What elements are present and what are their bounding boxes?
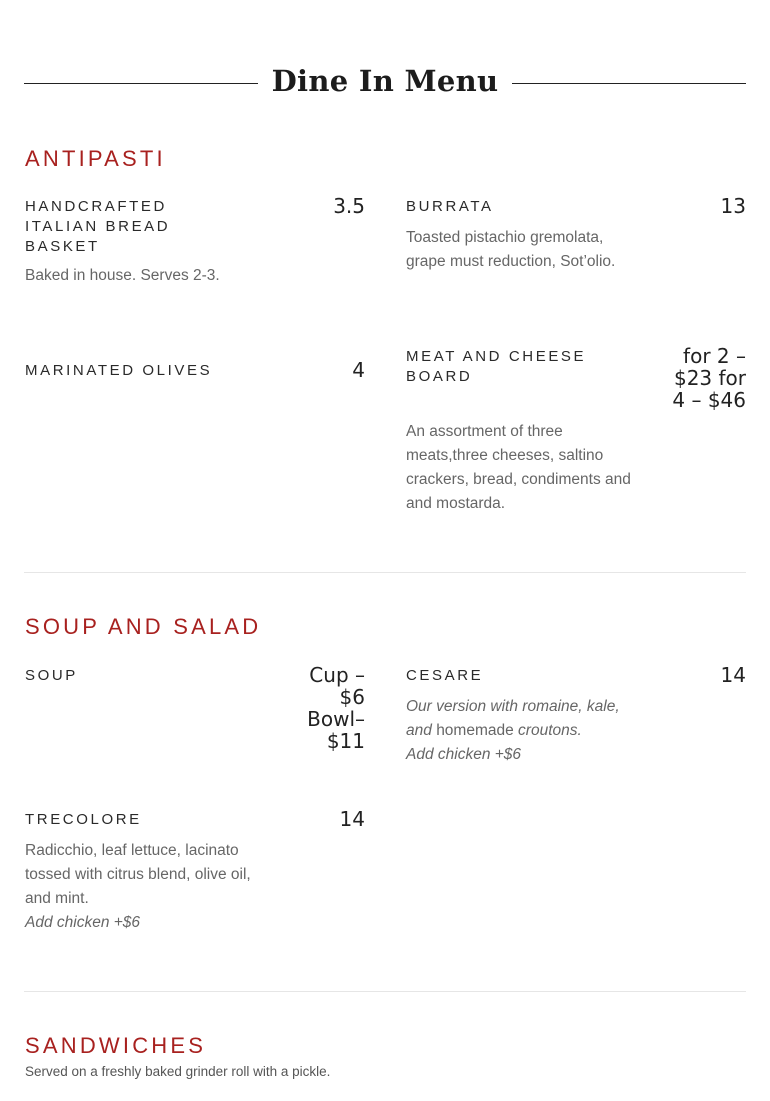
- item-price: 14: [720, 663, 746, 687]
- item-price: for 2 – $23 for 4 – $46: [672, 344, 746, 412]
- item-name: SOUP: [25, 667, 78, 684]
- item-name: CESARE: [406, 667, 484, 684]
- item-name: TRECOLORE: [25, 811, 142, 828]
- section-divider: [24, 572, 746, 573]
- item-description: [25, 839, 275, 935]
- page-title: Dine In Menu: [271, 64, 499, 98]
- section-subheading: Served on a freshly baked grinder roll with a pickle.: [25, 1064, 331, 1079]
- desc-italic-part: croutons.: [518, 722, 582, 739]
- item-name: MARINATED OLIVES: [25, 362, 213, 379]
- desc-text: Radicchio, leaf lettuce, lacinato tossed with citrus blend, olive oil, and mint.: [25, 842, 251, 907]
- item-price: Cup – $6 Bowl– $11: [307, 663, 365, 753]
- item-price: 13: [720, 194, 746, 218]
- section-heading-sandwiches: SANDWICHES: [25, 1033, 207, 1058]
- menu-item-burrata: [406, 194, 746, 307]
- menu-item-marinated-olives: [25, 358, 365, 391]
- item-price: 14: [339, 807, 365, 831]
- section-divider: [24, 991, 746, 992]
- item-description: [406, 695, 641, 767]
- title-rule-right: [512, 83, 746, 84]
- item-price: 4: [352, 358, 365, 382]
- item-name: MEAT AND CHEESE BOARD: [406, 348, 587, 385]
- menu-item-bread-basket: [25, 194, 365, 297]
- item-description: An assortment of three meats,three cheeses, saltino crackers, bread, condiments and and mostarda.: [406, 423, 631, 512]
- add-chicken-note: Add chicken +$6: [406, 746, 522, 763]
- menu-item-meat-cheese-board: [406, 344, 746, 527]
- item-name: BURRATA: [406, 198, 494, 215]
- title-row: [24, 60, 746, 106]
- menu-item-trecolore: [25, 807, 365, 940]
- item-name: HANDCRAFTED ITALIAN BREAD BASKET: [25, 198, 171, 255]
- menu-item-cesare: [406, 663, 746, 776]
- item-price: 3.5: [333, 194, 365, 218]
- menu-item-soup: [25, 663, 365, 766]
- add-chicken-note: Add chicken +$6: [25, 914, 141, 931]
- item-description: Toasted pistachio gremolata, grape must reduction, Sot’olio.: [406, 229, 616, 270]
- section-heading-soup-salad: SOUP AND SALAD: [25, 614, 262, 639]
- desc-plain-part: homemade: [436, 722, 514, 739]
- item-description: Baked in house. Serves 2-3.: [25, 267, 220, 284]
- section-heading-antipasti: ANTIPASTI: [25, 146, 166, 171]
- desc-italic-part: Our version with romaine, kale, and: [406, 698, 620, 739]
